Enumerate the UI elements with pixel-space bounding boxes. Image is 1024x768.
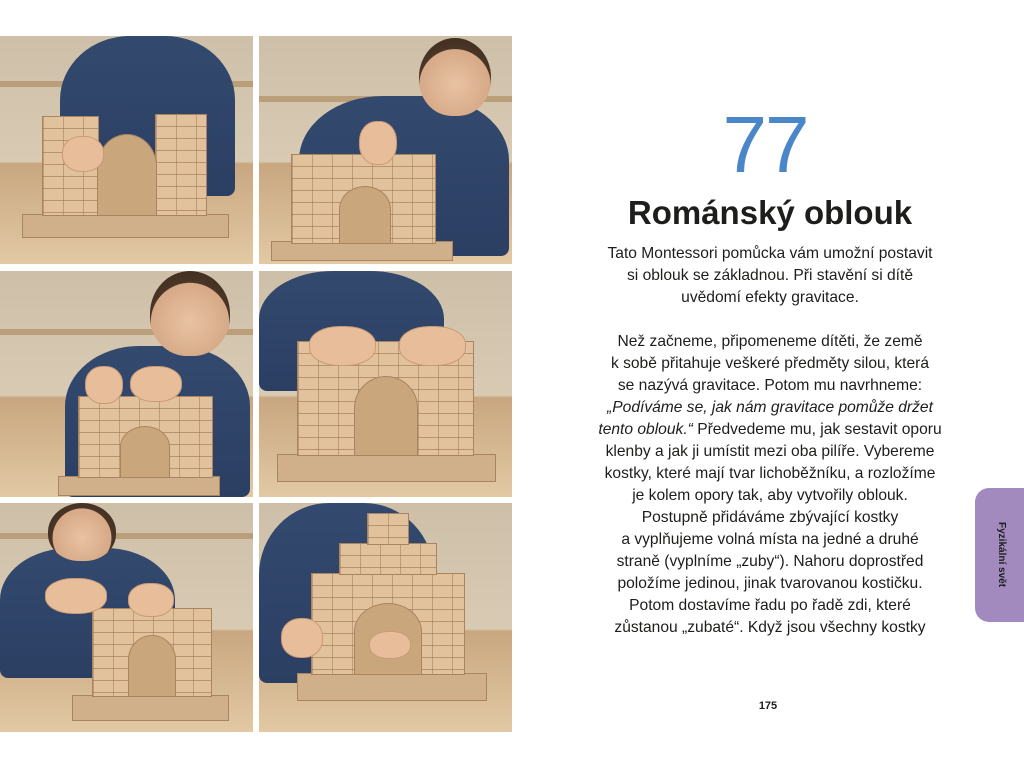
body-text: [575, 243, 965, 639]
body-fragment: Předvedeme mu, jak sestavit oporu: [692, 421, 942, 438]
body-line: si oblouk se základnou. Při stavění si dítě: [626, 267, 914, 284]
body-line: uvědomí efekty gravitace.: [681, 289, 859, 306]
photo-step-6: [259, 503, 512, 732]
body-line: se nazývá gravitace. Potom mu navrhneme:: [617, 377, 923, 394]
body-line: zůstanou „zubaté“. Když jsou všechny kostky: [614, 619, 926, 636]
body-line: klenby a jak ji umístit mezi oba pilíře. Vybereme: [605, 443, 935, 460]
body-italic-fragment: tento oblouk.“: [598, 421, 693, 438]
body-line: položíme jedinou, jinak tvarovanou kostičku.: [617, 575, 923, 592]
photo-step-5: [0, 503, 253, 732]
body-line: Než začneme, připomeneme dítěti, že země: [617, 333, 923, 350]
chapter-number: 77: [722, 100, 808, 189]
body-line: je kolem opory tak, aby vytvořily oblouk.: [632, 487, 908, 504]
body-line-italic: „Podíváme se, jak nám gravitace pomůže držet: [607, 399, 933, 416]
section-tab-label: Fyzikální svět: [996, 522, 1007, 588]
chapter-title: Románský oblouk: [627, 194, 913, 231]
body-line: kostky, které mají tvar lichoběžníku, a rozložíme: [604, 465, 936, 482]
photo-step-2: [259, 36, 512, 264]
paragraph-gap: [575, 309, 965, 331]
body-line: Potom dostavíme řadu po řadě zdi, které: [629, 597, 911, 614]
body-line-mixed: [575, 419, 965, 441]
body-line: Tato Montessori pomůcka vám umožní postavit: [607, 245, 933, 262]
photo-step-3: [0, 271, 253, 497]
photo-step-1: [0, 36, 253, 264]
body-line: straně (vyplníme „zuby“). Nahoru doprostřed: [616, 553, 924, 570]
body-line: k sobě přitahuje veškeré předměty silou, která: [610, 355, 930, 372]
body-line: Postupně přidáváme zbývající kostky: [641, 509, 899, 526]
photo-grid: [0, 36, 512, 732]
body-line: a vyplňujeme volná místa na jedné a druhé: [621, 531, 919, 548]
photo-step-4: [259, 271, 512, 497]
page-number: 175: [758, 700, 778, 712]
